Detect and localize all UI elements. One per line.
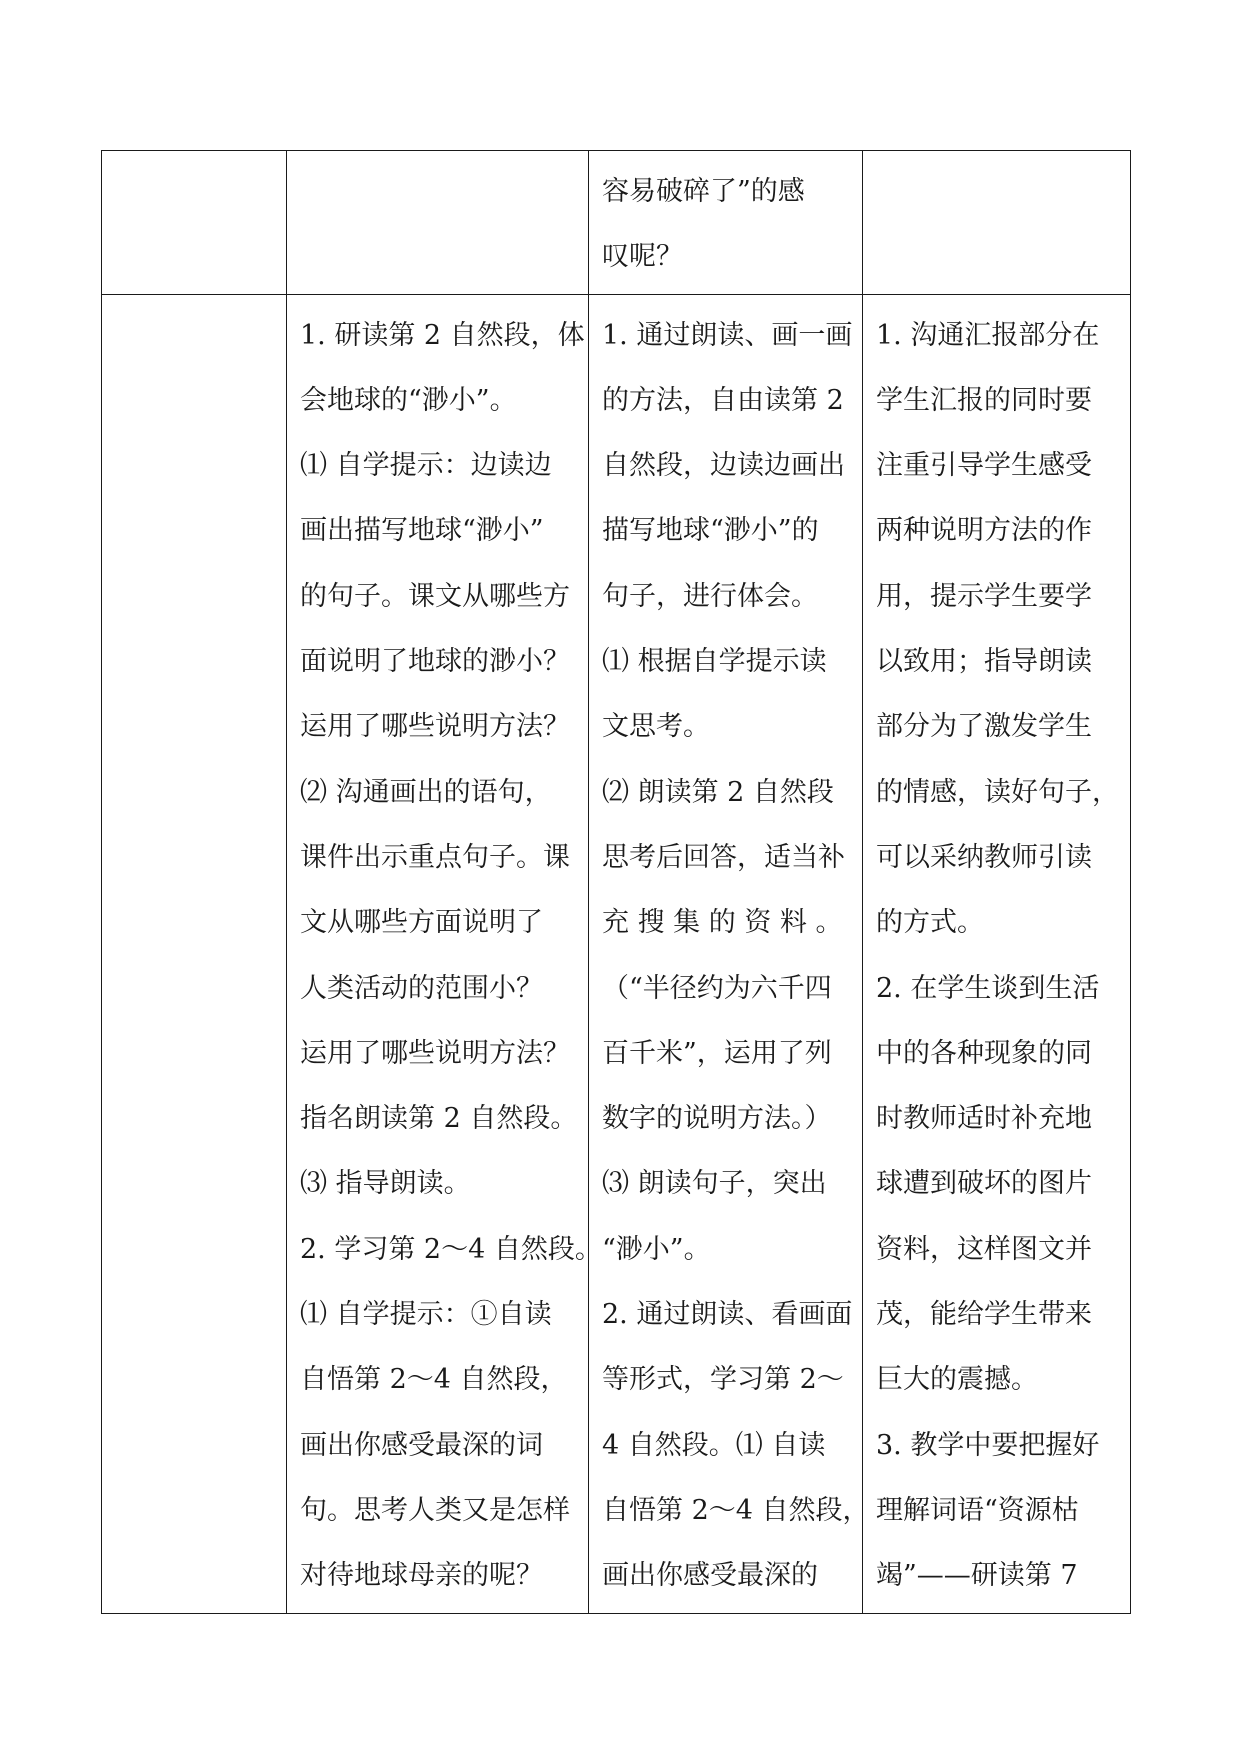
- text-line: 2. 在学生谈到生活: [876, 972, 1100, 1004]
- text-line: 自然段，边读边画出: [602, 450, 845, 482]
- text-line: 以致用；指导朗读: [876, 646, 1092, 678]
- cell-student-activities: [589, 294, 870, 1613]
- text-line: 2. 学习第 2～4 自然段。: [300, 1233, 602, 1265]
- text-line: 4 自然段。⑴ 自读: [602, 1429, 826, 1461]
- cell-top-col1: [102, 151, 287, 295]
- text-line: “渺小”。: [602, 1233, 711, 1265]
- text-line: 自悟第 2～4 自然段，: [602, 1494, 870, 1526]
- text-line: 课件出示重点句子。课: [300, 841, 570, 873]
- text-line: 1. 沟通汇报部分在: [876, 319, 1100, 351]
- text-line: 学生汇报的同时要: [876, 384, 1092, 416]
- text-line: 中的各种现象的同: [876, 1037, 1092, 1069]
- text-line: 百千米”，运用了列: [602, 1037, 832, 1069]
- table-row: [102, 294, 1131, 1613]
- cell-teacher-activities: [287, 294, 602, 1613]
- text-line: 叹呢？: [602, 241, 683, 273]
- text-line: 注重引导学生感受: [876, 450, 1092, 482]
- text-line: 充 搜 集 的 资 料 。: [602, 907, 843, 939]
- text-line: 容易破碎了”的感: [602, 176, 805, 207]
- cell-top-col3: [589, 151, 863, 295]
- text-line: ⑶ 朗读句子，突出: [602, 1168, 827, 1200]
- text-line: ⑵ 朗读第 2 自然段: [602, 776, 834, 808]
- text-line: 思考后回答，适当补: [602, 841, 845, 873]
- text-line: 竭”——研读第 7: [876, 1560, 1078, 1592]
- text-line: 部分为了激发学生: [876, 711, 1092, 743]
- text-line: 时教师适时补充地: [876, 1103, 1092, 1135]
- text-line: 3. 教学中要把握好: [876, 1429, 1100, 1461]
- text-line: 可以采纳教师引读: [876, 841, 1092, 873]
- text-line: 的情感，读好句子，: [876, 776, 1119, 808]
- text-line: 理解词语“资源枯: [876, 1494, 1079, 1526]
- text-line: 的句子。课文从哪些方: [300, 580, 570, 612]
- text-line: 对待地球母亲的呢？: [300, 1560, 543, 1592]
- text-line: 画出你感受最深的词: [300, 1429, 543, 1461]
- text-line: 画出描写地球“渺小”: [300, 515, 544, 547]
- text-line: 巨大的震撼。: [876, 1364, 1038, 1396]
- text-line: 球遭到破坏的图片: [876, 1168, 1092, 1200]
- text-line: 文从哪些方面说明了: [300, 907, 543, 939]
- text-line: 资料，这样图文并: [876, 1233, 1092, 1265]
- text-line: 文思考。: [602, 711, 710, 743]
- lesson-plan-table: [101, 150, 1131, 1614]
- text-line: 人类活动的范围小？: [300, 972, 543, 1004]
- text-line: 数字的说明方法。）: [602, 1103, 832, 1135]
- text-line: 会地球的“渺小”。: [300, 384, 517, 416]
- text-line: 句子，进行体会。: [602, 580, 818, 612]
- text-line: 两种说明方法的作: [876, 515, 1092, 547]
- cell-main-col1: [102, 294, 287, 1613]
- text-line: 自悟第 2～4 自然段，: [300, 1364, 568, 1396]
- text-line: 运用了哪些说明方法？: [300, 1037, 570, 1069]
- table-row: [102, 151, 1131, 295]
- text-line: 描写地球“渺小”的: [602, 515, 819, 547]
- text-line: 面说明了地球的渺小？: [300, 646, 570, 678]
- text-line: 1. 研读第 2 自然段，体: [300, 319, 585, 351]
- text-line: ⑴ 自学提示：①自读: [300, 1299, 552, 1331]
- text-line: 句。思考人类又是怎样: [300, 1494, 570, 1526]
- text-line: 2. 通过朗读、看画面: [602, 1299, 853, 1331]
- text-line: （“半径约为六千四: [602, 972, 832, 1004]
- text-line: 指名朗读第 2 自然段。: [300, 1103, 578, 1135]
- cell-design-intent: [863, 294, 1131, 1613]
- cell-top-col2: [287, 151, 589, 295]
- text-line: 用，提示学生要学: [876, 580, 1092, 612]
- text-line: 1. 通过朗读、画一画: [602, 319, 853, 351]
- text-line: ⑴ 自学提示：边读边: [300, 450, 552, 482]
- text-line: 的方法，自由读第 2: [602, 384, 844, 416]
- text-line: 茂，能给学生带来: [876, 1299, 1092, 1331]
- text-line: 等形式，学习第 2～: [602, 1364, 844, 1396]
- text-line: 画出你感受最深的: [602, 1560, 818, 1592]
- text-line: ⑶ 指导朗读。: [300, 1168, 471, 1200]
- text-line: 运用了哪些说明方法？: [300, 711, 570, 743]
- cell-top-col4: [863, 151, 1131, 295]
- text-line: ⑵ 沟通画出的语句，: [300, 776, 552, 808]
- text-line: 的方式。: [876, 907, 984, 939]
- text-line: ⑴ 根据自学提示读: [602, 646, 827, 678]
